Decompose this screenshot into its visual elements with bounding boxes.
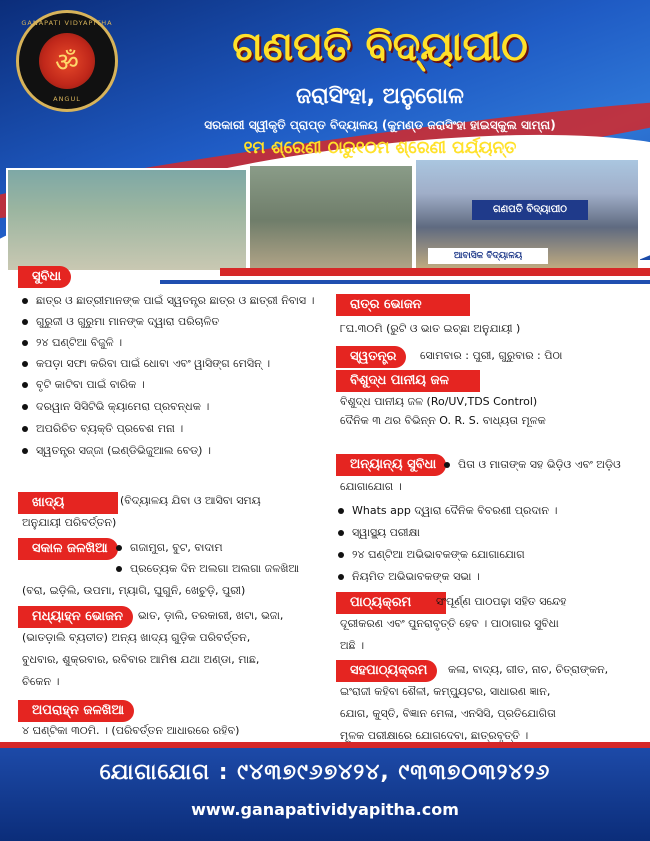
water-line1: ବିଶୁଦ୍ଧ ପାନୀୟ ଜଳ (Ro/UV,TDS Control)	[340, 395, 538, 408]
special-line1: ସୋମବାର : ପୁରୀ, ଗୁରୁବାର : ପିଠା	[420, 349, 563, 362]
food-label: ଖାଦ୍ୟ	[18, 492, 118, 514]
water-label: ବିଶୁଦ୍ଧ ପାନୀୟ ଜଳ	[336, 370, 480, 392]
curriculum-line3: ଅଛି ।	[340, 639, 365, 652]
bullet-icon	[116, 545, 122, 551]
breakfast-line2: ପ୍ରତ୍ୟେକ ଦିନ ଅଲଗା ଅଲଗା ଜଳଖିଆ	[116, 562, 299, 576]
recognition-text: ସରକାରୀ ସ୍ୱୀକୃତି ପ୍ରାପ୍ତ ବିଦ୍ୟାଳୟ (କୁମଣ୍ଡ ଜରାସିଂହା ହାଇସ୍କୁଲ ସାମ୍ନା)	[204, 118, 556, 132]
header-red-stripe	[220, 268, 650, 276]
co-curriculum-line4: ମୂଳକ ପରୀକ୍ଷାରେ ଯୋଗଦେବା, ଛାତ୍ରବୃତ୍ତି ।	[340, 729, 529, 742]
website-link[interactable]: www.ganapatividyapitha.com	[191, 800, 459, 819]
building-sign: ଗଣପତି ବିଦ୍ୟାପୀଠ	[472, 200, 588, 220]
co-curriculum-line3: ଯୋଗ, କୁସ୍ତି, ବିଜ୍ଞାନ ମେଳା, ଏନସିସି, ପ୍ରତିଯୋଗିତା	[340, 707, 556, 720]
lunch-line4: ଚିକେନ ।	[22, 675, 60, 688]
food-note-line2: ଅନୁଯାୟୀ ପରିବର୍ତ୍ତନ)	[22, 516, 117, 529]
lunch-line1: ଭାତ, ଡ଼ାଲି, ତରକାରୀ, ଖଟା, ଭଜା,	[138, 609, 284, 622]
curriculum-line2: ଦୂରୀକରଣ ଏବଂ ପୁନରାବୃତ୍ତି ହେବ । ପାଠାଗାର ସୁବିଧା	[340, 617, 559, 630]
breakfast-label: ସକାଳ ଜଳଖିଆ	[18, 538, 118, 560]
bullet-icon	[338, 508, 344, 514]
curriculum-line1: ସଂପୂର୍ଣ୍ଣ ପାଠପଢ଼ା ସହିତ ସନ୍ଦେହ	[436, 595, 567, 608]
list-item: ଗୁରୁଜୀ ଓ ଗୁରୁମା ମାନଙ୍କ ଦ୍ୱାରା ପରିଚାଳିତ	[22, 315, 219, 329]
list-item: ଅପରିଚିତ ବ୍ୟକ୍ତି ପ୍ରବେଶ ମନା ।	[22, 422, 183, 436]
hostel-tag: ଆବାସିକ ବିଦ୍ୟାଳୟ	[428, 248, 548, 264]
list-item: ନିୟମିତ ଅଭିଭାବକଙ୍କ ସଭା ।	[338, 570, 480, 584]
bullet-icon	[22, 404, 28, 410]
facilities-label: ସୁବିଧା	[18, 266, 71, 288]
list-item: କପଡ଼ା ସଫା କରିବା ପାଇଁ ଧୋବା ଏବଂ ୱାସିଙ୍ଗ ମେସିନ୍ ।	[22, 357, 270, 371]
other-line1: ପିତା ଓ ମାତାଙ୍କ ସହ ଭିଡ଼ିଓ ଏବଂ ଅଡ଼ିଓ	[444, 458, 621, 472]
school-logo	[16, 10, 118, 112]
other-line2: ଯୋଗାଯୋଗ ।	[340, 480, 402, 493]
breakfast-line3: (ବରା, ଇଡ଼ିଲି, ଉପମା, ମ୍ୟାଗି, ଘୁଗୁନି, ଖେଚୁଡ଼ି, ପୁରୀ)	[22, 584, 246, 597]
breakfast-line1: ଗଜାମୁଗ, ବୁଟ, ବାଦାମ	[116, 541, 223, 555]
bullet-icon	[22, 382, 28, 388]
footer-red-stripe	[0, 742, 650, 748]
bullet-icon	[22, 361, 28, 367]
bullet-icon	[338, 574, 344, 580]
bullet-icon	[22, 340, 28, 346]
students-photo	[6, 168, 248, 272]
logo-top-text: GANAPATI VIDYAPITHA	[21, 19, 113, 27]
contact-phone: ଯୋଗାଯୋଗ : ୯୪୩୭୯୬୭୪୨୪, ୯୩୩୭୦୩୨୪୨୬	[99, 760, 551, 785]
meeting-photo	[248, 164, 414, 276]
other-facilities-label: ଅନ୍ୟାନ୍ୟ ସୁବିଧା	[336, 454, 446, 476]
list-item: Whats app ଦ୍ୱାରା ଦୈନିକ ବିବରଣୀ ପ୍ରଦାନ ।	[338, 504, 557, 518]
bullet-icon	[22, 319, 28, 325]
food-note-line1: (ବିଦ୍ୟାଳୟ ଯିବା ଓ ଆସିବା ସମୟ	[120, 494, 261, 507]
bullet-icon	[338, 552, 344, 558]
list-item: ସ୍ୱତନ୍ତ୍ର ସଜ୍ଜା (ଇଣ୍ଡିଭିଜୁଆଲ ବେଡ୍) ।	[22, 444, 211, 458]
logo-bottom-text: ANGUL	[53, 95, 81, 103]
snack-line1: ୪ ଘଣ୍ଟିକା ୩୦ମି. । (ପରିବର୍ତ୍ତନ ଆଧାରରେ ରହିବ)	[22, 724, 240, 737]
bullet-icon	[22, 426, 28, 432]
list-item: ଛାତ୍ର ଓ ଛାତ୍ରୀମାନଙ୍କ ପାଇଁ ସ୍ୱତନ୍ତ୍ର ଛାତ୍ର ଓ ଛାତ୍ରୀ ନିବାସ ।	[22, 294, 314, 308]
lunch-label: ମଧ୍ୟାହ୍ନ ଭୋଜନ	[18, 606, 133, 628]
bullet-icon	[444, 462, 450, 468]
school-location: ଜରାସିଂହା, ଅନୁଗୋଳ	[296, 84, 464, 109]
bullet-icon	[22, 448, 28, 454]
list-item: ବୃଟି କାଟିବା ପାଇଁ ବାରିକ ।	[22, 378, 145, 392]
list-item: ୨୪ ଘଣ୍ଟିଆ ବିଜୁଳି ।	[22, 336, 122, 350]
classes-range: ୧ମ ଶ୍ରେଣୀ ଠାରୁ୧୦ମ ଶ୍ରେଣୀ ପର୍ଯ୍ୟନ୍ତ	[243, 138, 517, 158]
snack-label: ଅପରାହ୍ନ ଜଳଖିଆ	[18, 700, 134, 722]
co-curriculum-line1: କଳା, ବାଦ୍ୟ, ଗୀତ, ନାଚ, ଚିତ୍ରାଙ୍କନ,	[448, 663, 609, 676]
dinner-line1: ୮ଘ.୩୦ମି (ରୁଟି ଓ ଭାତ ଇଚ୍ଛା ଅନୁଯାୟୀ )	[340, 322, 521, 335]
school-title: ଗଣପତି ବିଦ୍ୟାପୀଠ	[232, 24, 528, 70]
lunch-line3: ବୁଧବାର, ଶୁକ୍ରବାର, ରବିବାର ଆମିଷ ଯଥା ଅଣ୍ଡା, ମାଛ,	[22, 653, 260, 666]
ganesha-icon: ॐ	[39, 33, 95, 89]
co-curriculum-label: ସହପାଠ୍ୟକ୍ରମ	[336, 660, 437, 682]
dinner-label: ରାତ୍ର ଭୋଜନ	[336, 294, 470, 316]
water-line2: ଦୈନିକ ୩ ଥର ବିଭିନ୍ନ O. R. S. ବାଧ୍ୟତା ମୂଳକ	[340, 414, 546, 427]
header-blue-stripe	[160, 280, 650, 284]
bullet-icon	[338, 530, 344, 536]
list-item: ୨୪ ଘଣ୍ଟିଆ ଅଭିଭାବକଙ୍କ ଯୋଗାଯୋଗ	[338, 548, 525, 562]
building-photo	[414, 158, 640, 274]
co-curriculum-line2: ଇଂରାଜୀ କହିବା ଶୈଳୀ, କମ୍ପ୍ୟୁଟର, ସାଧାରଣ ଜ୍ଞାନ,	[340, 685, 551, 698]
list-item: ଦରୱାନ ସିସିଟିଭି କ୍ୟାମେରା ପ୍ରବନ୍ଧକ ।	[22, 400, 209, 414]
list-item: ସ୍ୱାସ୍ଥ୍ୟ ପରୀକ୍ଷା	[338, 526, 420, 540]
curriculum-label: ପାଠ୍ୟକ୍ରମ	[336, 592, 446, 614]
bullet-icon	[116, 566, 122, 572]
lunch-line2: (ଭାତଡ଼ାଲି ବ୍ୟତୀତ) ଅନ୍ୟ ଖାଦ୍ୟ ଗୁଡ଼ିକ ପରିବର୍ତ୍ତନ,	[22, 631, 251, 644]
special-label: ସ୍ୱତନ୍ତ୍ର	[336, 346, 406, 368]
bullet-icon	[22, 298, 28, 304]
